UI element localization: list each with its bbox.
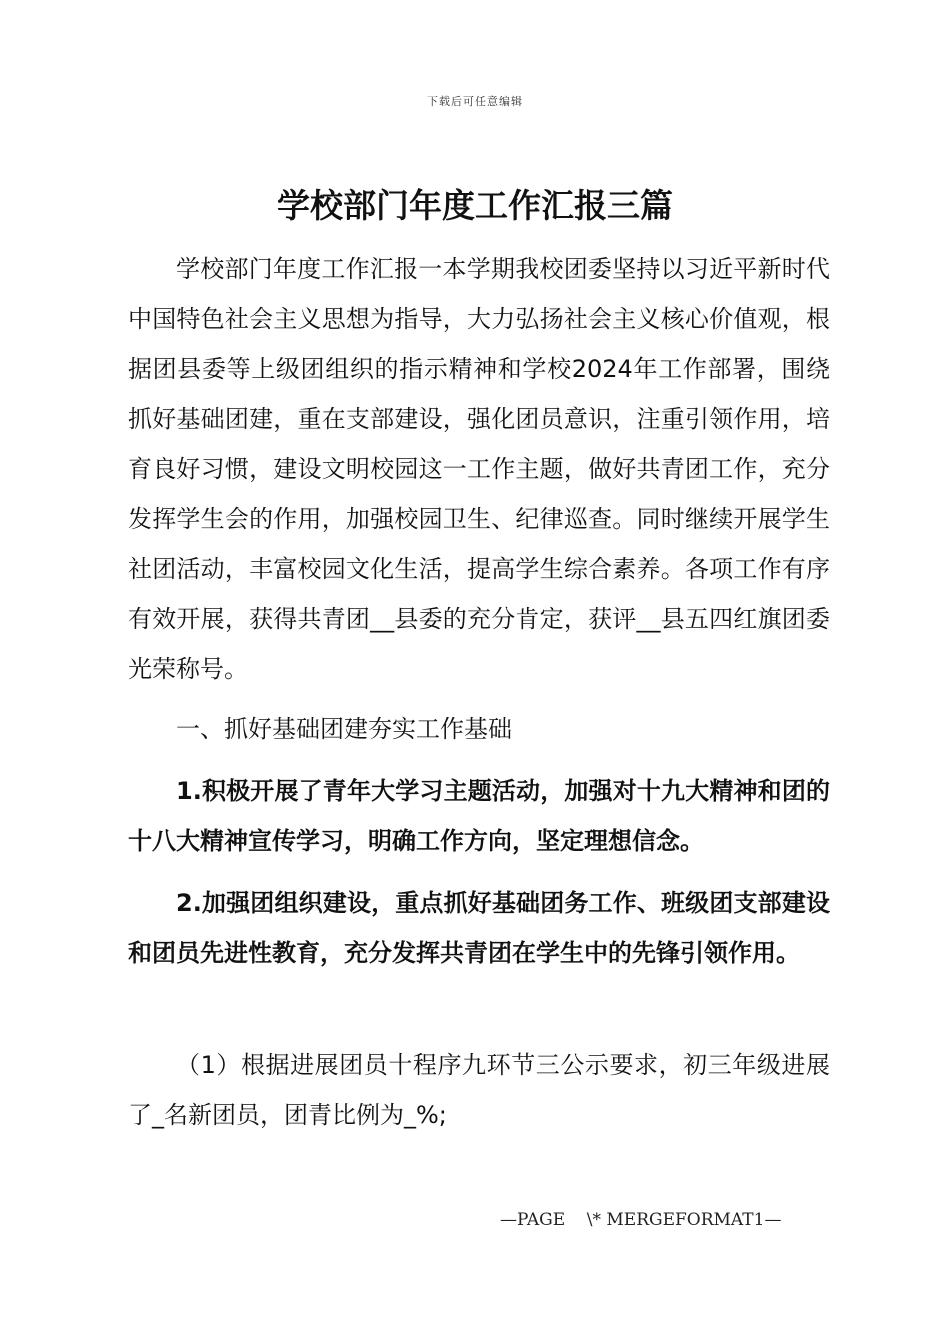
- section-heading: 一、抓好基础团建夯实工作基础: [176, 715, 512, 743]
- sub-item-1: （1）根据进展团员十程序九环节三公示要求，初三年级进展了_名新团员，团青比例为_%;: [128, 1051, 830, 1129]
- page-footer: —PAGE \* MERGEFORMAT1—: [500, 1210, 782, 1230]
- list-item-1: 1.积极开展了青年大学习主题活动，加强对十九大精神和团的十八大精神宣传学习，明确工作方向，坚定理想信念。: [128, 777, 830, 855]
- intro-paragraph: 学校部门年度工作汇报一本学期我校团委坚持以习近平新时代中国特色社会主义思想为指导，大力弘扬社会主义核心价值观，根据团县委等上级团组织的指示精神和学校2024年工作部署，围绕抓好基础团建，重在支部建设，强化团员意识，注重引领作用，培育良好习惯，建设文明校园这一工作主题，做好共青团工作，充分发挥学生会的作用，加强校园卫生、纪律巡查。同时继续开展学生社团活动，丰富校园文化生活，提高学生综合素养。各项工作有序有效开展，获得共青团__县委的充分肯定，获评__县五四红旗团委光荣称号。: [128, 255, 830, 683]
- document-title: 学校部门年度工作汇报三篇: [277, 186, 673, 225]
- header-note: 下载后可任意编辑: [427, 95, 523, 108]
- list-item-2: 2.加强团组织建设，重点抓好基础团务工作、班级团支部建设和团员先进性教育，充分发挥共青团在学生中的先锋引领作用。: [128, 889, 830, 967]
